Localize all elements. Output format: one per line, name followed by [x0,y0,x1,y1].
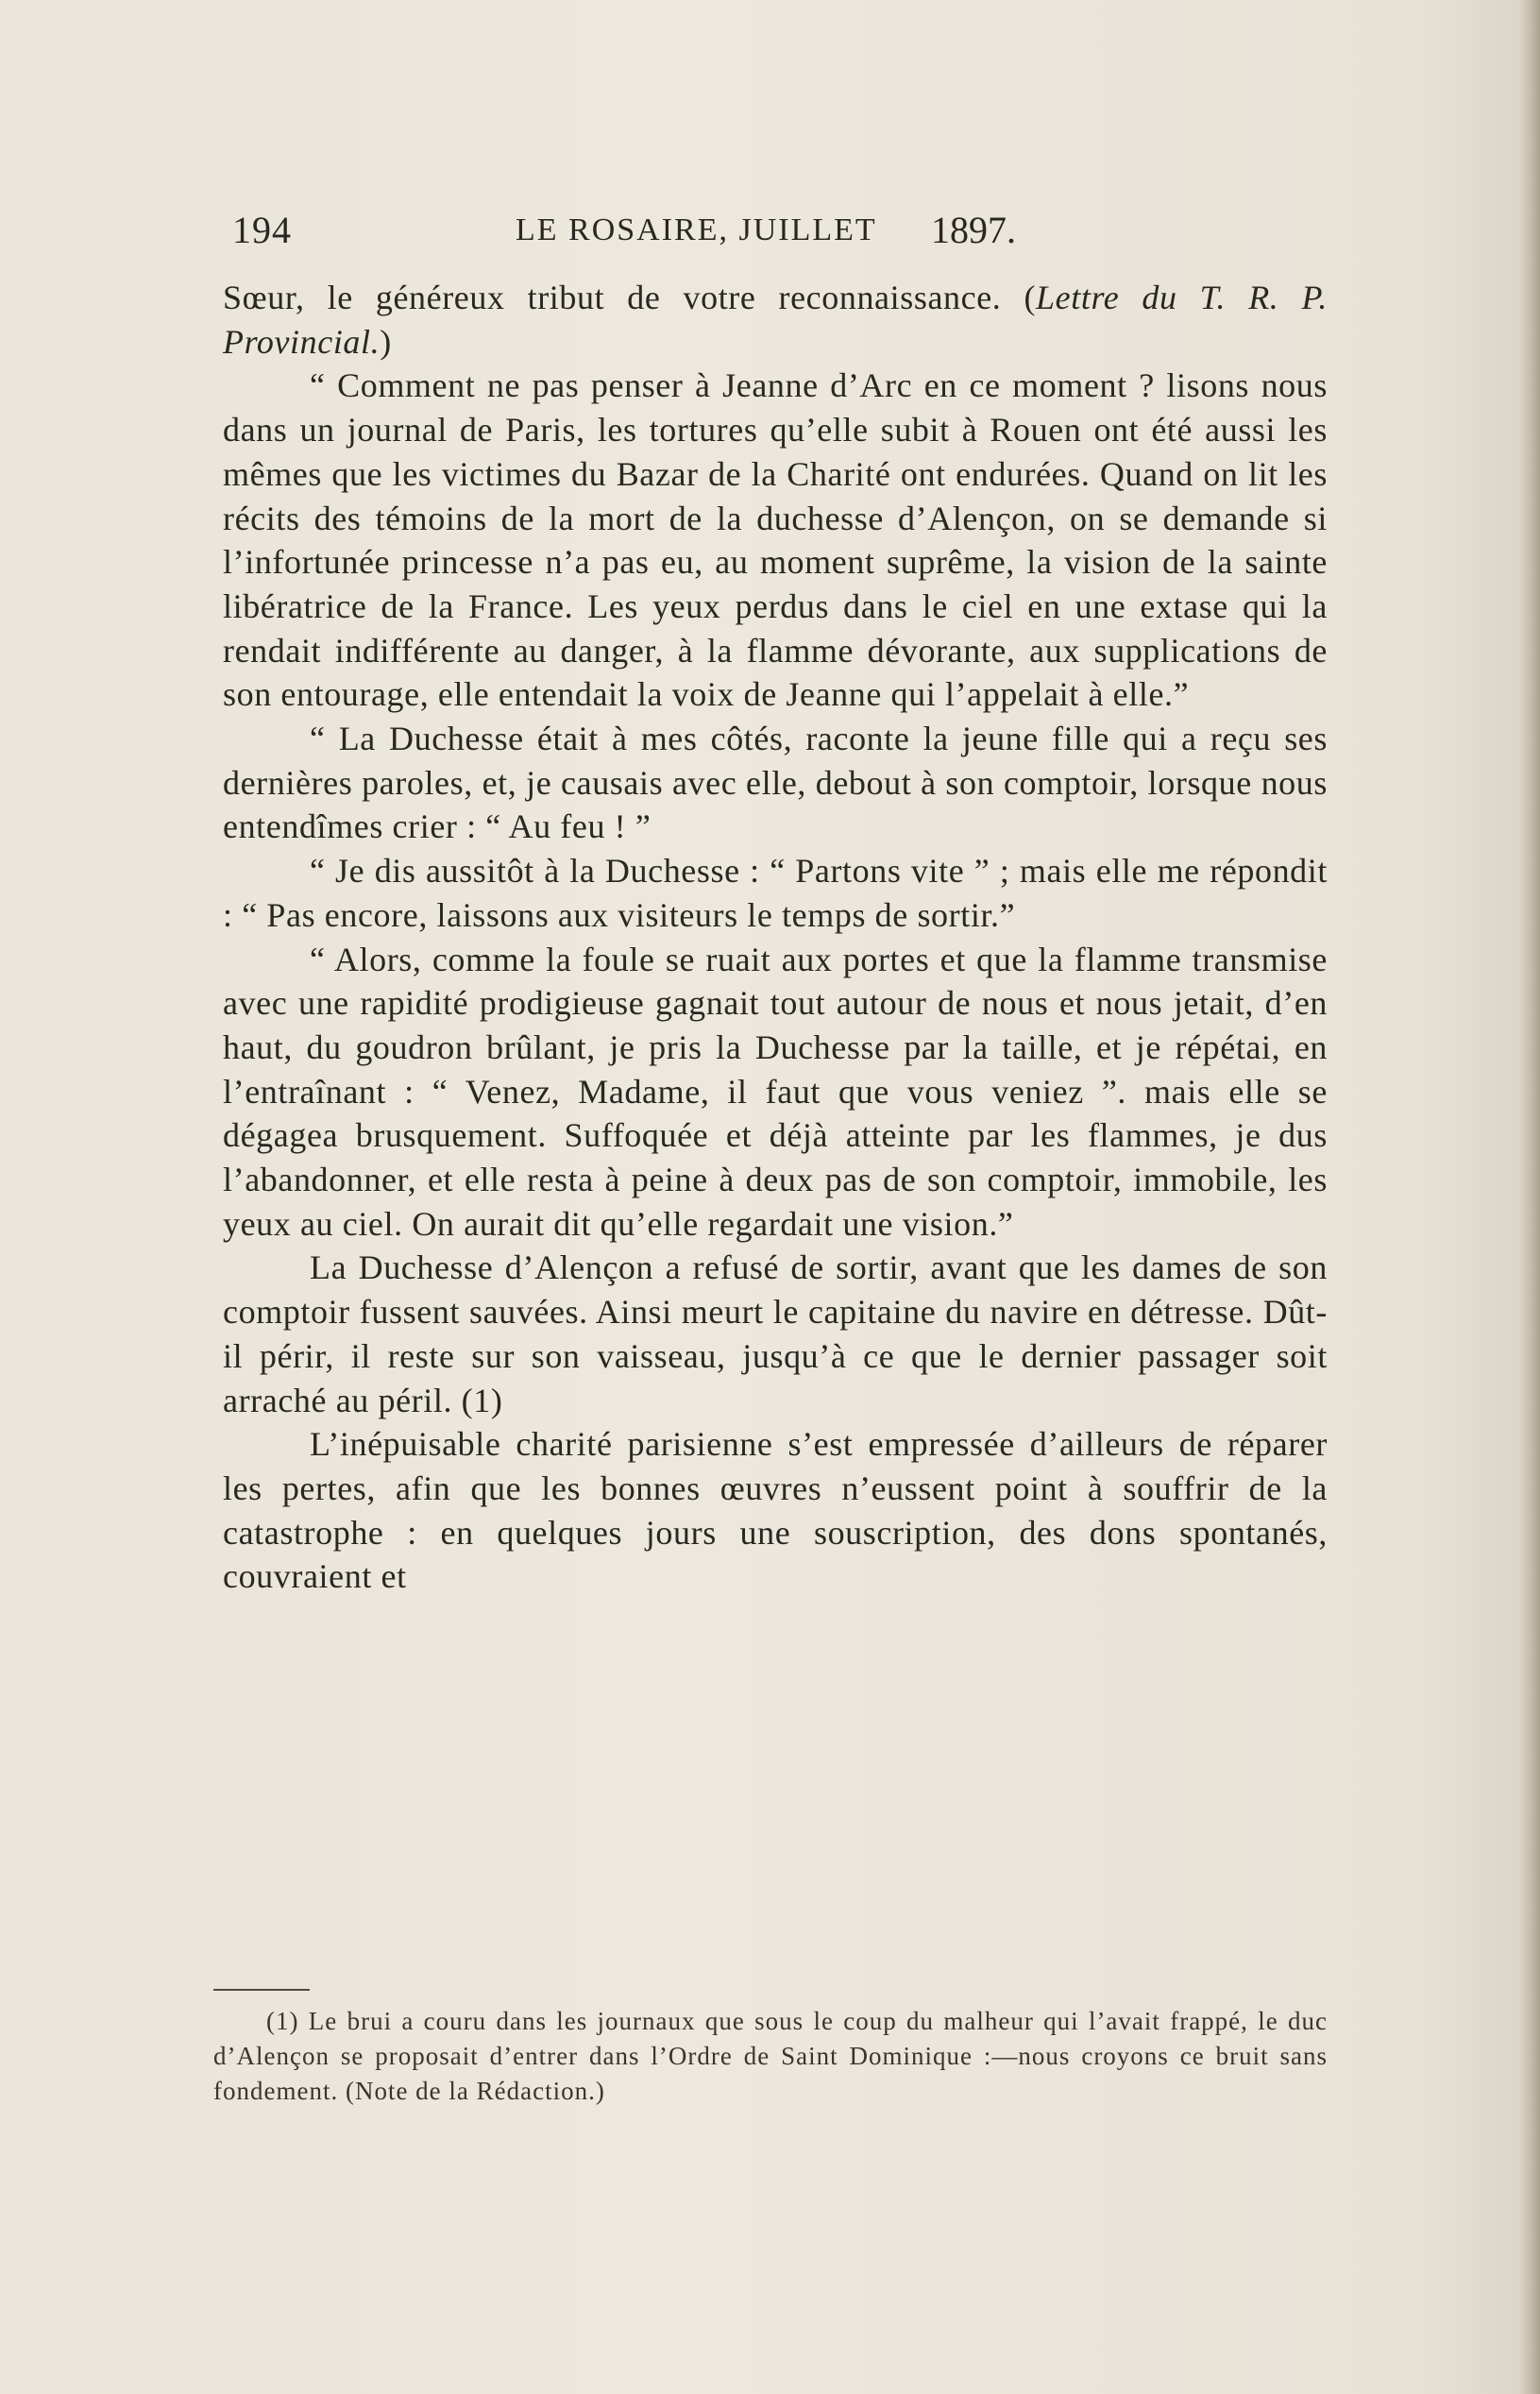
running-head [232,202,1031,259]
paragraph-3: “ La Duchesse était à mes côtés, raconte la jeune fille qui a reçu ses dernières paroles, et, je causais avec elle, debout à son comptoir, lorsque nous entendîmes crier : “ Au feu ! ” [223,720,1328,846]
running-title: LE ROSAIRE, JUILLET [516,212,877,247]
paragraph-6: La Duchesse d’Alençon a refusé de sortir, avant que les dames de son comptoir fussent sauvées. Ainsi meurt le capitaine du navire en détresse. Dût-il périr, il reste sur son vaisseau, jusqu’à ce que le dernier passager soit arraché au péril. (1) [223,1248,1328,1419]
paragraph-1-citation: Lettre du T. R. P. Provincial. [223,279,1328,361]
paragraph-5: “ Alors, comme la foule se ruait aux portes et que la flamme transmise avec une rapidité prodigieuse gagnait tout autour de nous et nous jetait, d’en haut, du goudron brûlant, je pris la Duchesse par la taille, et je répétai, en l’entraînant : “ Venez, Madame, il faut que vous veniez ”. mais elle se dégagea brusquement. Suffoquée et déjà atteinte par les flammes, je dus l’abandonner, et elle resta à peine à deux pas de son comptoir, immobile, les yeux au ciel. On aurait dit qu’elle regardait une vision.” [223,940,1328,1243]
footnote-rule [213,1989,310,1991]
paragraph-4: “ Je dis aussitôt à la Duchesse : “ Partons vite ” ; mais elle me répondit : “ Pas encore, laissons aux visiteurs le temps de sortir.” [223,852,1328,934]
running-year: 1897. [931,209,1016,251]
paragraph-2: “ Comment ne pas penser à Jeanne d’Arc en ce moment ? lisons nous dans un journal de Paris, les tortures qu’elle subit à Rouen ont été aussi les mêmes que les victimes du Bazar de la Charité ont endurées. Quand on lit les récits des témoins de la mort de la duchesse d’Alençon, on se demande si l’infortunée princesse n’a pas eu, au moment suprême, la vision de la sainte libératrice de la France. Les yeux perdus dans le ciel en une extase qui la rendait indifférente au danger, à la flamme dévorante, aux supplications de son entourage, elle entendait la voix de Jeanne qui l’appelait à elle.” [223,366,1328,714]
body-text [223,276,1328,1599]
paragraph-7: L’inépuisable charité parisienne s’est empressée d’ailleurs de réparer les pertes, afin que les bonnes œuvres n’eussent point à souffrir de la catastrophe : en quelques jours une souscription, des dons spontanés, couvraient et [223,1425,1328,1596]
footnote-text: (1) Le brui a couru dans les journaux que sous le coup du malheur qui l’avait frappé, le duc d’Alençon se proposait d’entrer dans l’Ordre de Saint Dominique :—nous croyons ce bruit sans fondement. (Note de la Rédaction.) [213,2007,1328,2105]
paragraph-1 [223,276,1328,364]
page-number: 194 [232,209,292,251]
footnote [213,2004,1328,2109]
paragraph-1-close: ) [380,322,392,361]
paragraph-1-text: Sœur, le généreux tribut de votre reconnaissance. ( [223,279,1037,316]
page-edge-shadow [1519,0,1540,2394]
